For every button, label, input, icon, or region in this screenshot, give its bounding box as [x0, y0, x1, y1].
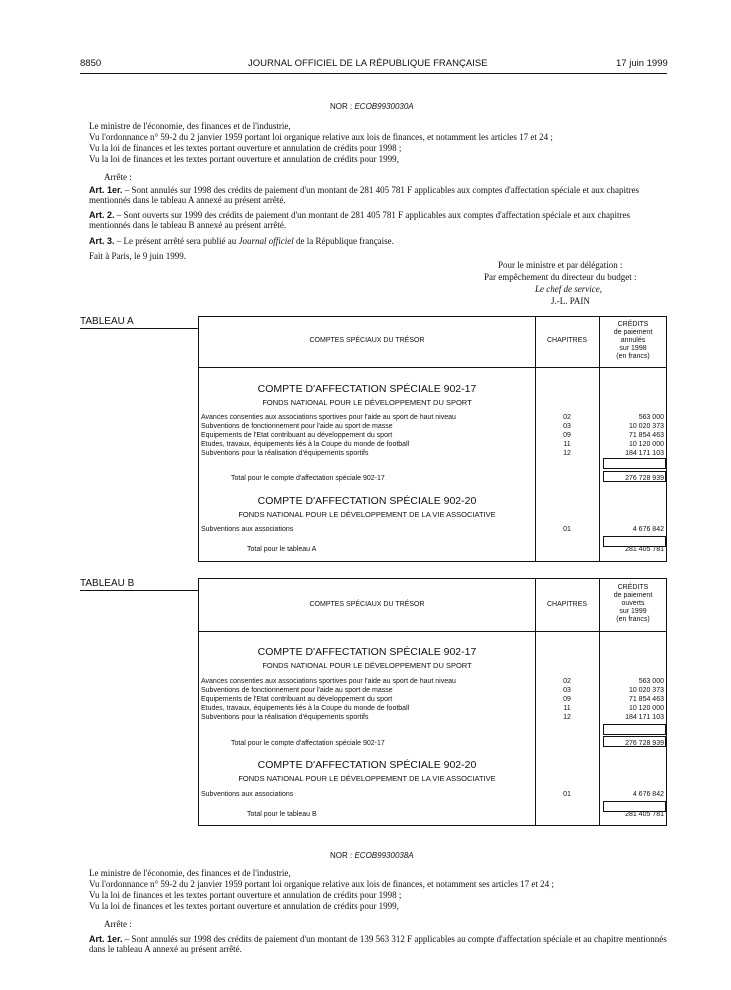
- signature-line: Par empêchement du directeur du budget :: [484, 272, 637, 282]
- table-row-amount: 184 171 103: [625, 450, 664, 457]
- table-row-code: 11: [563, 705, 571, 712]
- compte-subtitle: FONDS NATIONAL POUR LE DÉVELOPPEMENT DU SPORT: [262, 398, 472, 407]
- subtotal-amount: 276 728 939: [625, 475, 664, 482]
- subtotal-label: Total pour le compte d'affectation spéciale 902-17: [231, 739, 527, 748]
- total-label: Total pour le tableau A: [247, 545, 527, 554]
- compte-subtitle: FONDS NATIONAL POUR LE DÉVELOPPEMENT DU SPORT: [262, 661, 472, 670]
- visa-line: Vu la loi de finances et les textes portant ouverture et annulation de crédits pour 1998 ;: [89, 890, 402, 900]
- table-row-code: 03: [563, 687, 571, 694]
- col-header-chapitres: CHAPITRES: [546, 337, 588, 344]
- col-header-credits: CRÉDITS de paiement ouverts sur 1999 (en francs): [613, 584, 653, 623]
- compte-subtitle: FONDS NATIONAL POUR LE DÉVELOPPEMENT DE LA VIE ASSOCIATIVE: [238, 510, 496, 519]
- table-row-label: Equipements de l'Etat contribuant au développement du sport: [201, 695, 527, 704]
- header-rule: [80, 73, 667, 74]
- table-row-amount: 4 676 842: [632, 791, 664, 798]
- article-3: Art. 3. – Le présent arrêté sera publié au Journal officiel de la République française.: [89, 236, 394, 246]
- table-row-amount: 563 000: [638, 414, 664, 421]
- col-header-credits: CRÉDITS de paiement annulés sur 1998 (en francs): [613, 321, 653, 360]
- table-row-label: Subventions aux associations: [201, 525, 527, 534]
- signer-name: J.-L. PAIN: [551, 296, 590, 306]
- table-row-label: Equipements de l'Etat contribuant au développement du sport: [201, 431, 527, 440]
- arrete-heading: Arrête :: [104, 172, 132, 182]
- table-row-code: 12: [563, 450, 571, 457]
- table-row-code: 01: [563, 791, 571, 798]
- compte-title: COMPTE D'AFFECTATION SPÉCIALE 902-20: [257, 759, 477, 771]
- table-row-label: Etudes, travaux, équipements liés à la Coupe du monde de football: [201, 440, 527, 449]
- table-row-amount: 10 020 373: [628, 687, 664, 694]
- table-row-amount: 10 020 373: [628, 423, 664, 430]
- table-row-label: Subventions de fonctionnement pour l'aide au sport de masse: [201, 686, 527, 695]
- table-row-amount: 71 854 463: [628, 696, 664, 703]
- table-row-label: Avances consenties aux associations sportives pour l'aide au sport de haut niveau: [201, 677, 527, 686]
- subtotal-box: [603, 458, 666, 469]
- total-amount: 281 405 781: [625, 546, 664, 553]
- col-header-comptes: COMPTES SPÉCIAUX DU TRÉSOR: [309, 337, 425, 344]
- article-1: Art. 1er. – Sont annulés sur 1998 des crédits de paiement d'un montant de 139 563 312 F applicables au compte d'affectation spéciale et au chapitre mentionnés dans le tableau A annexé au présent arrêté.: [89, 934, 667, 954]
- signature-line: Pour le ministre et par délégation :: [498, 260, 623, 270]
- header-divider: [199, 631, 666, 632]
- signature-line: Le chef de service,: [535, 284, 602, 294]
- table-row-code: 11: [563, 441, 571, 448]
- subtotal-box: [603, 724, 666, 735]
- table-row-code: 12: [563, 714, 571, 721]
- visa-line: Vu la loi de finances et les textes portant ouverture et annulation de crédits pour 1999,: [89, 154, 399, 164]
- total-amount: 281 405 781: [625, 811, 664, 818]
- tableau-a: [198, 316, 667, 562]
- table-row-label: Subventions pour la réalisation d'équipements sportifs: [201, 449, 527, 458]
- compte-title: COMPTE D'AFFECTATION SPÉCIALE 902-17: [257, 646, 477, 658]
- table-row-label: Etudes, travaux, équipements liés à la Coupe du monde de football: [201, 704, 527, 713]
- visa-line: Vu l'ordonnance n° 59-2 du 2 janvier 1959 portant loi organique relative aux lois de finances, et notamment ses articles 17 et 24 ;: [89, 879, 554, 889]
- tableau-b: [198, 578, 667, 826]
- visa-line: Vu la loi de finances et les textes portant ouverture et annulation de crédits pour 1999,: [89, 901, 399, 911]
- table-row-label: Subventions de fonctionnement pour l'aide au sport de masse: [201, 422, 527, 431]
- table-row-code: 03: [563, 423, 571, 430]
- table-row-label: Avances consenties aux associations sportives pour l'aide au sport de haut niveau: [201, 413, 527, 422]
- subtotal-box: [603, 471, 666, 482]
- subtotal-amount: 276 728 939: [625, 740, 664, 747]
- col-header-chapitres: CHAPITRES: [546, 601, 588, 608]
- tableau-b-label: TABLEAU B: [80, 578, 198, 591]
- table-row-amount: 184 171 103: [625, 714, 664, 721]
- journal-title: JOURNAL OFFICIEL DE LA RÉPUBLIQUE FRANÇAISE: [248, 58, 488, 69]
- table-row-code: 02: [563, 414, 571, 421]
- table-row-label: Subventions aux associations: [201, 790, 527, 799]
- col-header-comptes: COMPTES SPÉCIAUX DU TRÉSOR: [309, 601, 425, 608]
- subtotal-label: Total pour le compte d'affectation spéciale 902-17: [231, 474, 527, 483]
- total-label: Total pour le tableau B: [247, 810, 527, 819]
- table-row-code: 01: [563, 526, 571, 533]
- compte-title: COMPTE D'AFFECTATION SPÉCIALE 902-20: [257, 495, 477, 507]
- article-1: Art. 1er. – Sont annulés sur 1998 des crédits de paiement d'un montant de 281 405 781 F applicables aux comptes d'affectation spéciale et aux chapitres mentionnés dans le tableau A annexé au présent arrêté.: [89, 185, 639, 205]
- table-row-code: 09: [563, 696, 571, 703]
- visa-line: Vu l'ordonnance n° 59-2 du 2 janvier 1959 portant loi organique relative aux lois de finances, et notamment les articles 17 et 24 ;: [89, 132, 553, 142]
- article-2: Art. 2. – Sont ouverts sur 1999 des crédits de paiement d'un montant de 281 405 781 F applicables aux comptes d'affectation spéciale et aux chapitres mentionnés dans le tableau B annexé au présent arrêté.: [89, 210, 630, 230]
- page-number: 8850: [80, 58, 102, 69]
- table-row-label: Subventions pour la réalisation d'équipements sportifs: [201, 713, 527, 722]
- table-row-code: 09: [563, 432, 571, 439]
- nor-reference: NOR : ECOB9930030A: [330, 102, 414, 111]
- visa-line: Vu la loi de finances et les textes portant ouverture et annulation de crédits pour 1998 ;: [89, 143, 402, 153]
- table-row-amount: 10 120 000: [628, 441, 664, 448]
- header-date: 17 juin 1999: [616, 58, 668, 69]
- arrete-heading: Arrête :: [104, 919, 132, 929]
- nor-reference: NOR : ECOB9930038A: [330, 851, 414, 860]
- table-row-amount: 10 120 000: [628, 705, 664, 712]
- fait-a-paris: Fait à Paris, le 9 juin 1999.: [89, 251, 186, 261]
- header-divider: [199, 367, 666, 368]
- table-row-code: 02: [563, 678, 571, 685]
- table-row-amount: 71 854 463: [628, 432, 664, 439]
- table-row-amount: 4 676 842: [632, 526, 664, 533]
- table-row-amount: 563 000: [638, 678, 664, 685]
- tableau-a-label: TABLEAU A: [80, 316, 198, 329]
- compte-subtitle: FONDS NATIONAL POUR LE DÉVELOPPEMENT DE LA VIE ASSOCIATIVE: [238, 774, 496, 783]
- subtotal-box: [603, 736, 666, 747]
- compte-title: COMPTE D'AFFECTATION SPÉCIALE 902-17: [257, 383, 477, 395]
- visa-line: Le ministre de l'économie, des finances et de l'industrie,: [89, 868, 291, 878]
- visa-line: Le ministre de l'économie, des finances et de l'industrie,: [89, 121, 291, 131]
